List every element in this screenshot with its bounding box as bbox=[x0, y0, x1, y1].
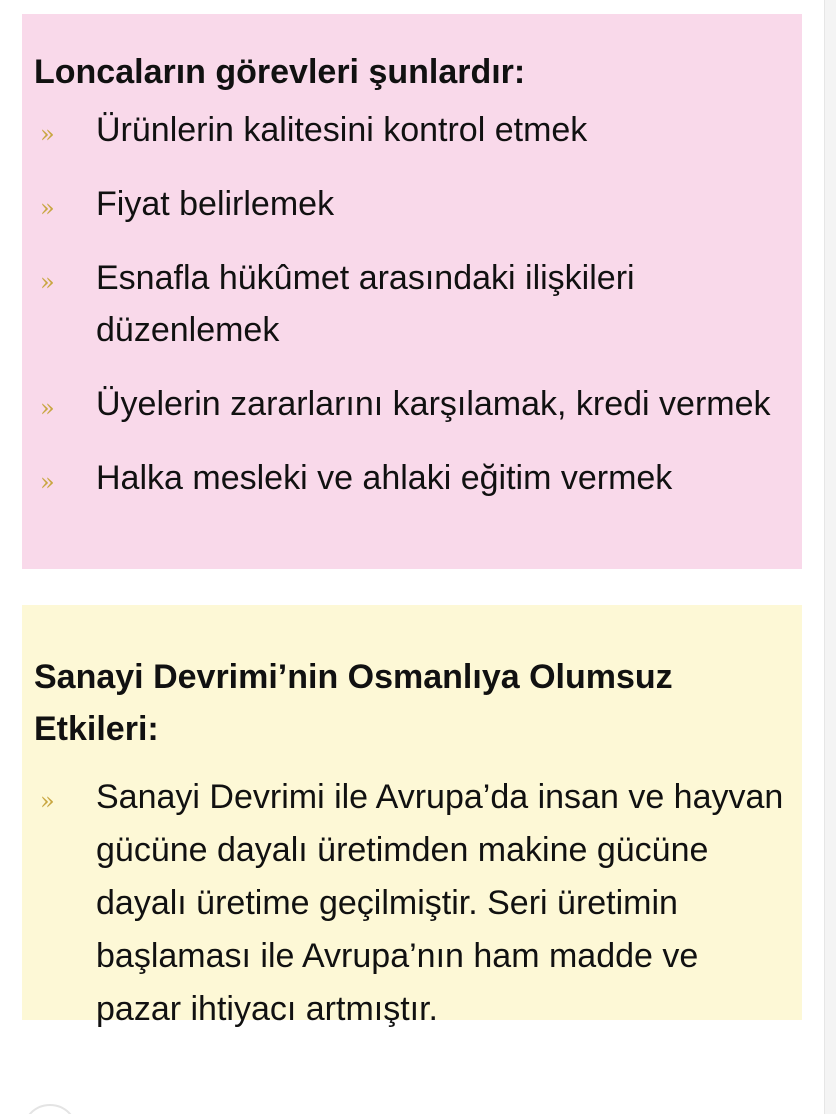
effects-list bbox=[34, 771, 790, 1036]
duties-list bbox=[34, 104, 790, 504]
list-item bbox=[34, 252, 790, 356]
list-item-text: Sanayi Devrimi ile Avrupa’da insan ve hayvan gücüne dayalı üretimden makine gücüne dayalı üretime geçilmiştir. Seri üretimin başlaması ile Avrupa’nın ham madde ve pazar ihtiyacı artmıştır. bbox=[96, 778, 784, 1028]
list-item-text: Esnafla hükûmet arasındaki ilişkileri düzenlemek bbox=[96, 259, 635, 349]
partial-circle-button[interactable] bbox=[22, 1104, 78, 1114]
list-item-text: Ürünlerin kalitesini kontrol etmek bbox=[96, 111, 588, 149]
list-item bbox=[34, 771, 790, 1036]
bullet-icon: » bbox=[40, 268, 55, 296]
bullet-icon: » bbox=[40, 394, 55, 422]
list-item-text: Üyelerin zararlarını karşılamak, kredi vermek bbox=[96, 385, 771, 423]
bullet-icon: » bbox=[40, 120, 55, 148]
industrial-revolution-box bbox=[22, 605, 802, 1028]
section-title: Loncaların görevleri şunlardır: bbox=[34, 53, 526, 91]
list-item bbox=[34, 104, 790, 156]
bullet-icon: » bbox=[40, 194, 55, 222]
list-item bbox=[34, 178, 790, 230]
list-item-text: Fiyat belirlemek bbox=[96, 185, 335, 223]
list-item bbox=[34, 452, 790, 504]
bullet-icon: » bbox=[40, 787, 55, 815]
section-title: Sanayi Devrimi’nin Osmanlıya Olumsuz Etkileri: bbox=[34, 658, 673, 748]
list-item bbox=[34, 378, 790, 430]
guilds-duties-box bbox=[22, 14, 802, 569]
scrollbar-track[interactable] bbox=[824, 0, 836, 1114]
list-item-text: Halka mesleki ve ahlaki eğitim vermek bbox=[96, 459, 673, 497]
bullet-icon: » bbox=[40, 468, 55, 496]
